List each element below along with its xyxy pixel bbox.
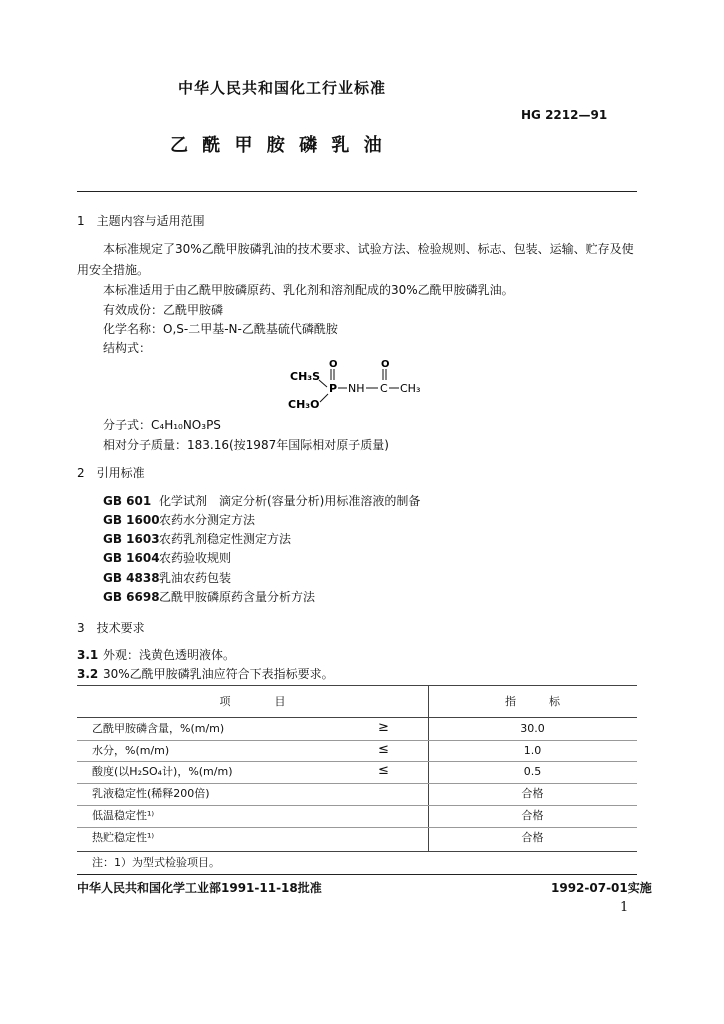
section-1-heading: 1 主题内容与适用范围 xyxy=(77,214,205,228)
table-row-operator: ≤ xyxy=(378,763,389,778)
table-row-operator: ≤ xyxy=(378,742,389,757)
active-ingredient: 有效成份：乙酰甲胺磷 xyxy=(103,303,224,317)
item-3-2-number: 3.2 xyxy=(77,667,99,681)
reference-item xyxy=(103,511,255,529)
section-1-para-2: 本标准适用于由乙酰甲胺磷原药、乳化剂和溶剂配成的30%乙酰甲胺磷乳油。 xyxy=(103,283,514,297)
table-row-rule xyxy=(77,805,637,806)
page-number: 1 xyxy=(620,900,629,915)
table-row-item: 热贮稳定性¹⁾ xyxy=(92,831,155,844)
table-row-operator: ≥ xyxy=(378,720,389,735)
table-row-item: 乳液稳定性(稀释200倍) xyxy=(92,787,210,800)
item-3-2-text: 30%乙酰甲胺磷乳油应符合下表指标要求。 xyxy=(103,667,334,681)
reference-code: GB 6698 xyxy=(103,590,160,604)
reference-item xyxy=(103,549,231,567)
reference-code: GB 601 xyxy=(103,494,152,508)
section-1-para-1-line-2: 用安全措施。 xyxy=(77,263,150,277)
table-row-value: 0.5 xyxy=(523,765,542,778)
reference-item xyxy=(103,530,291,548)
formula-oxygen-2: O xyxy=(381,359,390,370)
formula-ch3s: CH₃S xyxy=(290,370,321,383)
reference-title: 乙酰甲胺磷原药含量分析方法 xyxy=(159,590,316,604)
table-row-item: 低温稳定性¹⁾ xyxy=(92,809,155,822)
formula-carbon: C xyxy=(380,382,388,395)
formula-phosphorus: P xyxy=(329,382,338,395)
table-row-rule xyxy=(77,761,637,762)
table-row-item: 酸度(以H₂SO₄计)，%(m/m) xyxy=(92,765,233,778)
formula-ch3: CH₃ xyxy=(400,382,420,395)
table-top-rule xyxy=(77,685,637,686)
reference-item xyxy=(103,492,420,510)
table-header-rule xyxy=(77,717,637,718)
reference-code: GB 1603 xyxy=(103,532,160,546)
reference-code: GB 1604 xyxy=(103,551,160,565)
section-2-heading: 2 引用标准 xyxy=(77,466,145,480)
formula-oxygen-1: O xyxy=(329,359,338,370)
effective-date: 1992-07-01实施 xyxy=(551,881,652,895)
table-header-item: 项 目 xyxy=(219,695,286,708)
molecular-formula: 分子式：C₄H₁₀NO₃PS xyxy=(103,418,221,432)
reference-code: GB 1600 xyxy=(103,513,160,527)
standard-code: HG 2212—91 xyxy=(521,108,608,122)
reference-title: 农药水分测定方法 xyxy=(159,513,256,527)
approval-line: 中华人民共和国化学工业部1991-11-18批准 xyxy=(77,881,322,895)
item-3-1-text: 外观：浅黄色透明液体。 xyxy=(103,648,236,662)
formula-nh: NH xyxy=(348,382,365,395)
document-title: 乙 酰 甲 胺 磷 乳 油 xyxy=(170,135,386,156)
table-note: 注：1）为型式检验项目。 xyxy=(92,856,220,869)
table-row-value: 30.0 xyxy=(520,722,545,735)
table-row-value: 合格 xyxy=(521,831,544,844)
reference-title: 化学试剂 滴定分析(容量分析)用标准溶液的制备 xyxy=(159,494,421,508)
table-row-rule xyxy=(77,827,637,828)
formula-ch3o: CH₃O xyxy=(288,398,320,411)
org-title: 中华人民共和国化工行业标准 xyxy=(178,79,387,97)
table-row-item: 乙酰甲胺磷含量，%(m/m) xyxy=(92,722,225,735)
structural-formula xyxy=(280,356,420,412)
table-row-rule xyxy=(77,740,637,741)
section-1-para-1-line-1: 本标准规定了30%乙酰甲胺磷乳油的技术要求、试验方法、检验规则、标志、包装、运输、贮存及使 xyxy=(103,242,634,256)
item-3-1-number: 3.1 xyxy=(77,648,99,662)
reference-code: GB 4838 xyxy=(103,571,160,585)
chemical-name: 化学名称：O,S-二甲基-N-乙酰基硫代磷酰胺 xyxy=(103,322,338,336)
reference-item xyxy=(103,569,231,587)
header-divider xyxy=(77,191,637,192)
reference-title: 农药验收规则 xyxy=(159,551,232,565)
molecular-weight: 相对分子质量：183.16(按1987年国际相对原子质量) xyxy=(103,438,389,452)
reference-title: 农药乳剂稳定性测定方法 xyxy=(159,532,292,546)
footer-divider xyxy=(77,874,637,875)
table-row-rule xyxy=(77,783,637,784)
section-3-heading: 3 技术要求 xyxy=(77,621,145,635)
reference-title: 乳油农药包装 xyxy=(159,571,232,585)
table-row-value: 合格 xyxy=(521,809,544,822)
reference-item xyxy=(103,588,315,606)
table-row-value: 合格 xyxy=(521,787,544,800)
table-row-value: 1.0 xyxy=(523,744,542,757)
table-header-spec: 指 标 xyxy=(505,695,560,708)
table-row-item: 水分，%(m/m) xyxy=(92,744,170,757)
structure-label: 结构式： xyxy=(103,341,152,355)
table-bottom-rule xyxy=(77,851,637,852)
